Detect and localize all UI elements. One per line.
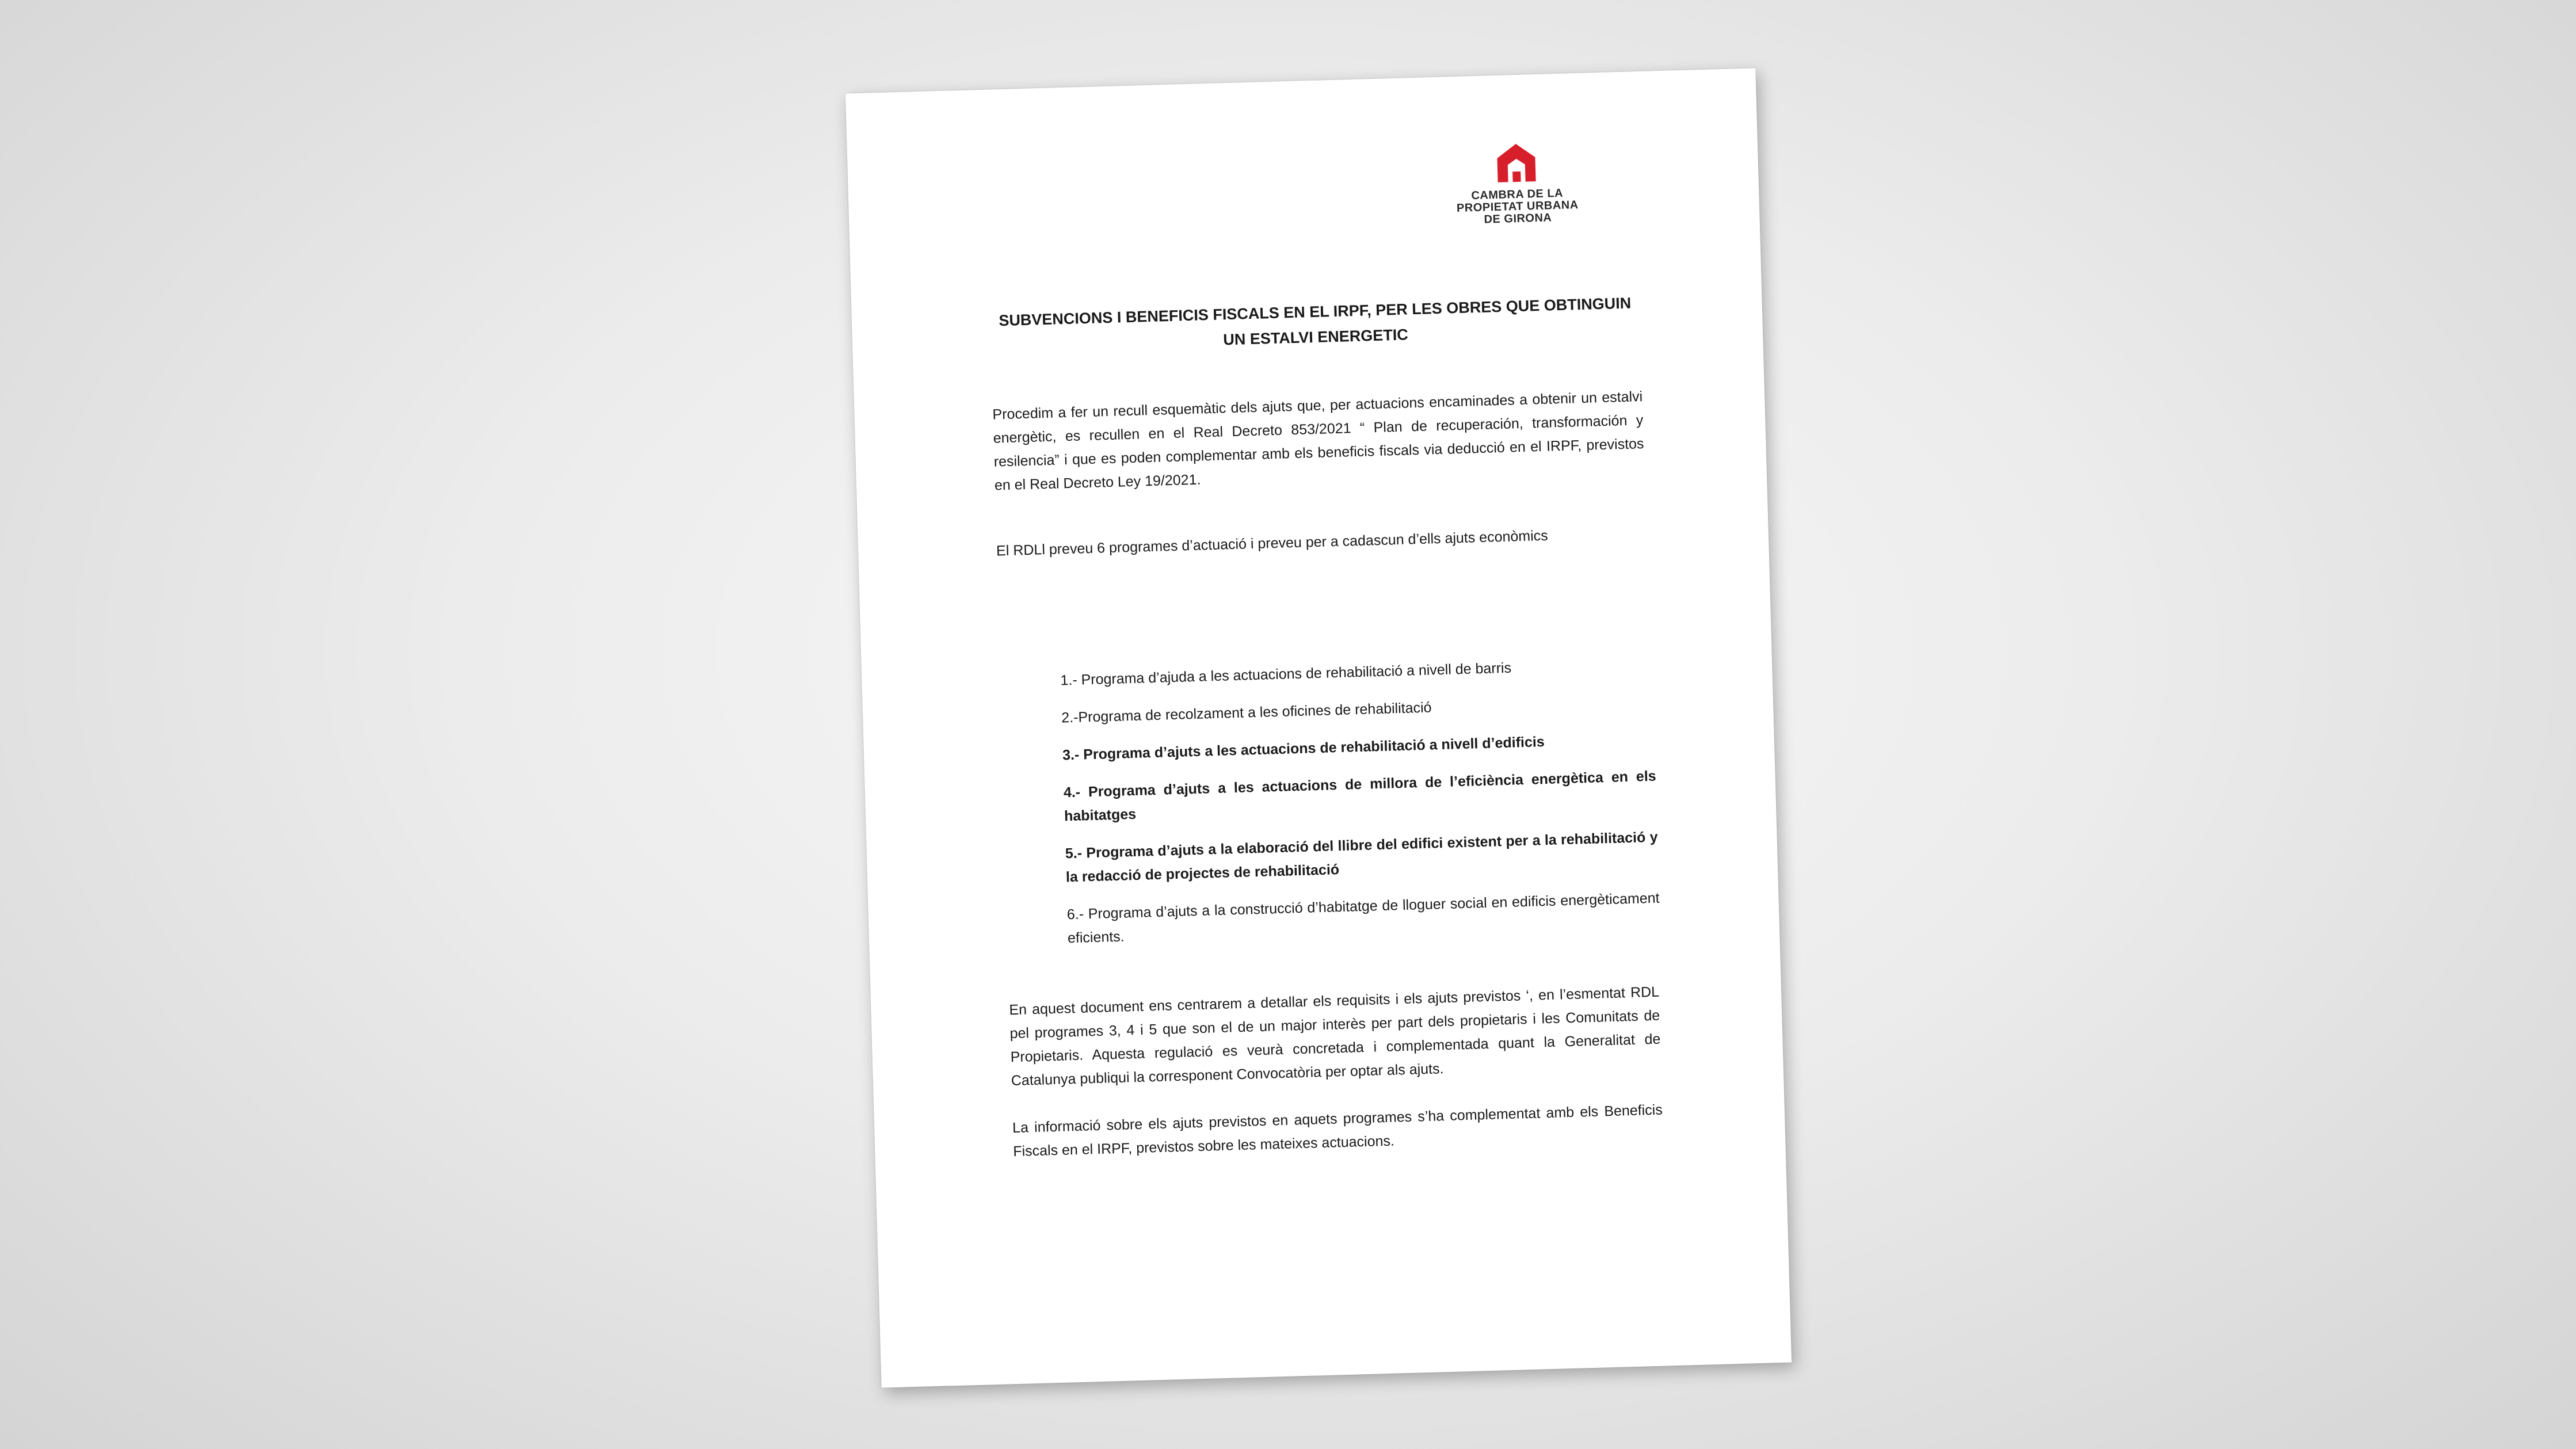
organization-logo <box>1447 140 1587 227</box>
program-item: 5.- Programa d’ajuts a la elaboració del llibre del edifici existent per a la rehabilitació y la redacció de projectes de rehabilitació <box>1065 829 1658 886</box>
program-item: 3.- Programa d’ajuts a les actuacions de rehabilitació a nivell d’edificis <box>1062 734 1545 764</box>
programs-intro: El RDLl preveu 6 programes d’actuació i preveu per a cadascun d’ells ajuts econòmics <box>996 527 1549 559</box>
program-item: 2.-Programa de recolzament a les oficines de rehabilitació <box>1061 699 1432 726</box>
logo-line: CAMBRA DE LA <box>1471 186 1564 203</box>
logo-line: PROPIETAT URBANA <box>1456 199 1579 215</box>
program-item: 6.- Programa d’ajuts a la construcció d’habitatge de lloguer social en edificis energèticament eficients. <box>1066 890 1660 947</box>
document-page <box>845 68 1792 1387</box>
document-title: SUBVENCIONS I BENEFICIS FISCALS EN EL IRPF, PER LES OBRES QUE OBTINGUIN UN ESTALVI ENERGETIC <box>999 294 1632 349</box>
closing-paragraph: La informació sobre els ajuts previstos en aquets programes s’ha complementat amb els Beneficis Fiscals en el IRPF, previstos sobre les mateixes actuacions. <box>1012 1101 1663 1160</box>
logo-line: DE GIRONA <box>1484 211 1552 226</box>
intro-paragraph: Procedim a fer un recull esquemàtic dels ajuts que, per actuacions encaminades a obtenir un estalvi energètic, es recullen en el Real Decreto 853/2021 “ Plan de recuperación, transformación y resilencia” i que es poden complementar amb els beneficis fiscals via deducció en el IRPF, previstos en el Real Decreto Ley 19/2021. <box>992 388 1644 494</box>
program-item: 4.- Programa d’ajuts a les actuacions de millora de l’eficiència energètica en els habitatges <box>1063 768 1656 825</box>
logo-text <box>1448 187 1587 227</box>
house-logo-icon <box>1495 141 1538 185</box>
closing-paragraph: En aquest document ens centrarem a detallar els requisits i els ajuts previstos ‘, en l’esmentat RDL pel programes 3, 4 i 5 que son el de un major interès per part dels propietaris i les Comunitats de Propietaris. Aquesta regulació es veurà concretada i complementada quant la Generalitat de Catalunya publiqui la corresponent Convocatòria per optar als ajuts. <box>1009 983 1661 1089</box>
program-item: 1.- Programa d’ajuda a les actuacions de rehabilitació a nivell de barris <box>1060 659 1512 689</box>
programs-list <box>1060 653 1661 964</box>
